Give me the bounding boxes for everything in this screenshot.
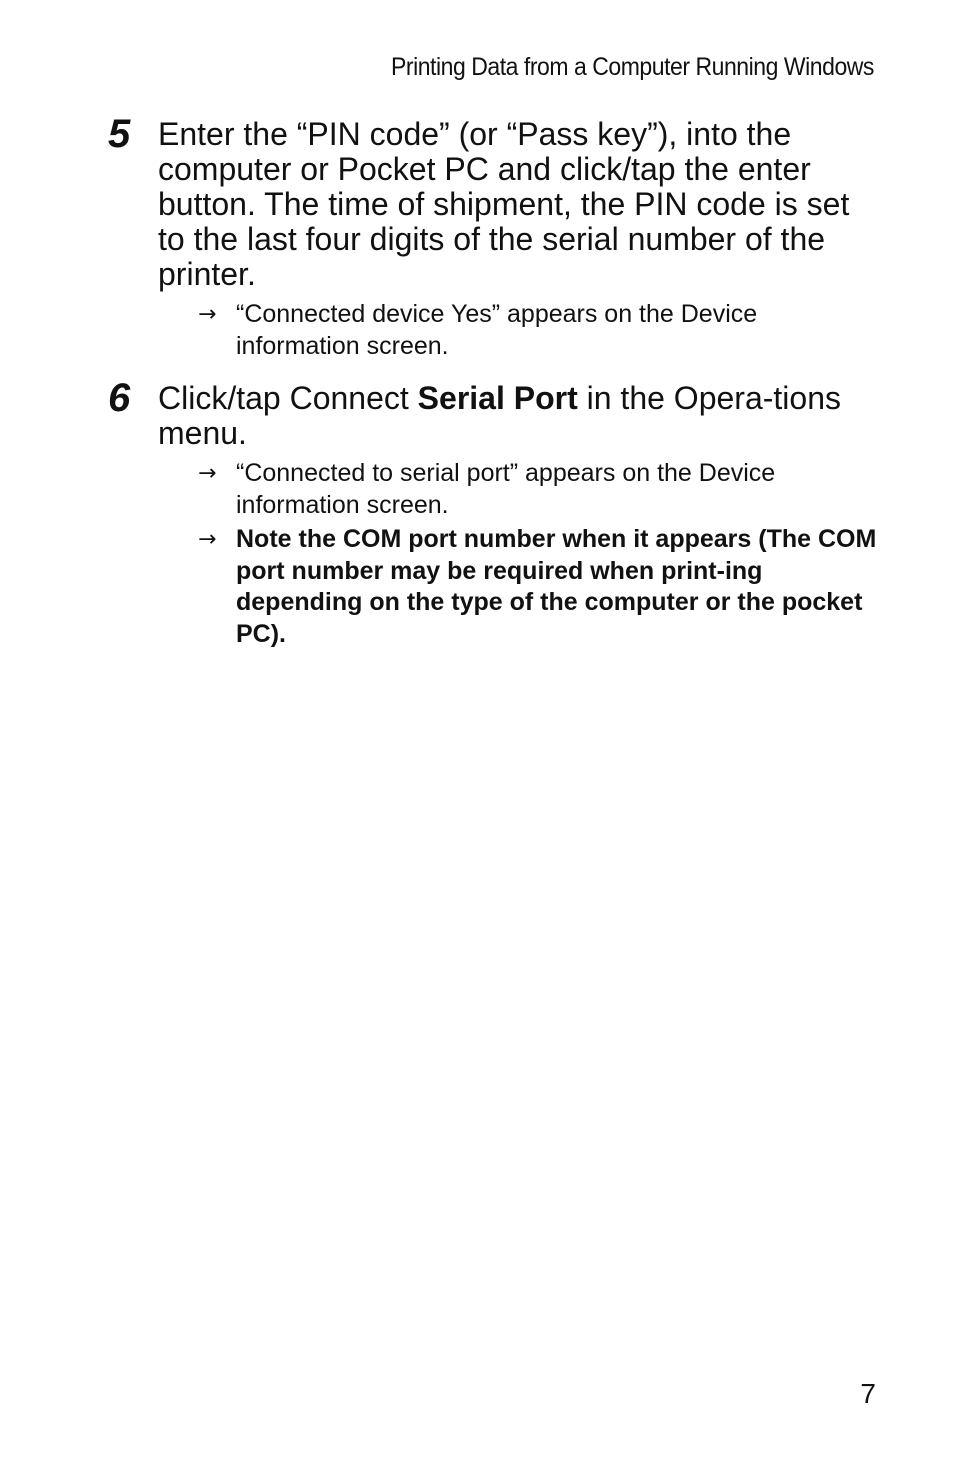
step-text: Enter the “PIN code” (or “Pass key”), into the computer or Pocket PC and click/tap the enter button. The time of shipment, the PIN code is set to the last four digits of the serial number of the printer. (158, 116, 850, 292)
arrow-icon: → (198, 527, 217, 552)
arrow-icon: → (198, 461, 217, 486)
step-text-before: Click/tap Connect (158, 380, 418, 416)
note-text: “Connected device Yes” appears on the Device information screen. (236, 300, 758, 360)
important-note (198, 524, 878, 650)
arrow-icon: → (198, 302, 217, 327)
page-number: 7 (860, 1378, 876, 1409)
note-text: “Connected to serial port” appears on the Device information screen. (236, 459, 776, 519)
running-header: Printing Data from a Computer Running Windows (391, 53, 874, 81)
result-note (198, 458, 878, 521)
step-number: 6 (108, 376, 131, 420)
step-notes (198, 458, 878, 650)
step-text-after: in the Opera-tions menu. (158, 380, 841, 451)
step-notes (198, 299, 878, 362)
step-number: 5 (108, 112, 131, 156)
step-text (158, 381, 878, 451)
step-5 (0, 112, 954, 365)
result-note (198, 299, 878, 362)
step-6 (0, 376, 954, 653)
note-text: Note the COM port number when it appears (The COM port number may be required when print-ing depending on the type of the computer or the pocket PC). (236, 525, 877, 648)
menu-item-serial-port: Serial Port (417, 380, 578, 416)
